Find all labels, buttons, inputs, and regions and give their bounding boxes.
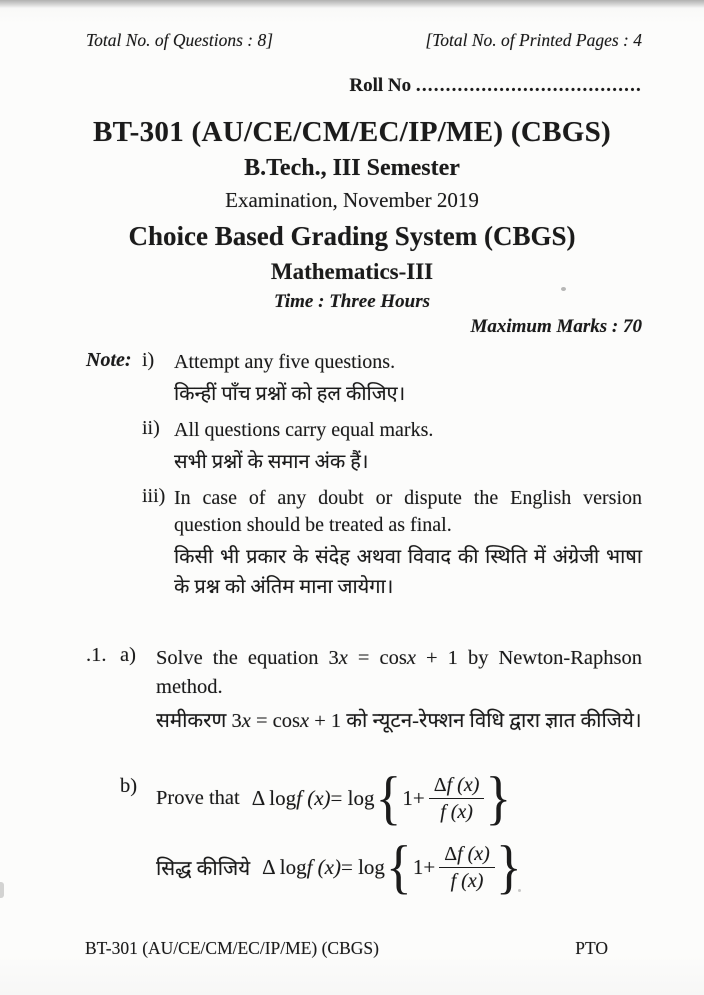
- formula-delta-log: Δ log: [251, 786, 297, 811]
- note-i-hindi: किन्हीं पाँच प्रश्नों को हल कीजिए।: [174, 383, 406, 406]
- fraction: [429, 775, 485, 822]
- question-1-number: .1.: [86, 644, 107, 667]
- variable-x: x: [338, 647, 348, 670]
- time-allowed: Time : Three Hours: [273, 290, 431, 312]
- note-ii-hindi: सभी प्रश्नों के समान अंक हैं।: [174, 451, 369, 474]
- variable-x: x: [406, 647, 416, 670]
- formula-equals-log: = log: [330, 786, 375, 811]
- scan-speck: [561, 287, 566, 291]
- question-1b-label: b): [120, 775, 138, 798]
- roll-no-label: Roll No: [349, 75, 412, 96]
- fraction-numerator: Δf (x): [429, 775, 485, 799]
- note-iii-hindi: किसी भी प्रकार के संदेह अथवा विवाद की स्थिति में अंग्रेजी भाषा के प्रश्न को अंतिम माना जायेगा।: [174, 546, 642, 599]
- variable-x: x: [300, 709, 310, 732]
- question-1a-label: a): [120, 644, 136, 667]
- note-item-ii: [86, 417, 642, 485]
- right-curly-brace: }: [495, 833, 522, 900]
- formula-one-plus: 1+: [412, 855, 436, 880]
- page-footer: [0, 938, 704, 959]
- scan-edge-artifact: [0, 0, 704, 8]
- subject-title: Mathematics-III: [270, 258, 434, 284]
- program-title: B.Tech., III Semester: [244, 154, 460, 181]
- exam-session: Examination, November 2019: [225, 188, 479, 213]
- note-i-english: Attempt any five questions.: [174, 351, 396, 374]
- note-item-iii: [86, 485, 642, 610]
- left-curly-brace: {: [375, 764, 402, 831]
- title-block: [0, 115, 704, 314]
- note-ii-english: All questions carry equal marks.: [174, 419, 434, 442]
- formula-equals-log: = log: [340, 855, 385, 880]
- roll-no-row: [0, 51, 704, 98]
- fraction-numerator: Δf (x): [439, 844, 495, 868]
- question-1a-hindi: समीकरण 3x = cosx + 1 को न्यूटन-रेफ्शन विधि द्वारा ज्ञात कीजिये।: [156, 709, 642, 732]
- fraction-denominator: f (x): [440, 801, 473, 824]
- fraction-denominator: f (x): [450, 870, 484, 893]
- variable-x: x: [241, 709, 251, 732]
- fraction: [439, 844, 495, 891]
- left-curly-brace: {: [385, 833, 412, 900]
- course-code-title: BT-301 (AU/CE/CM/EC/IP/ME) (CBGS): [93, 115, 611, 148]
- question-1b-hindi: [86, 833, 642, 900]
- right-curly-brace: }: [485, 764, 512, 831]
- delta-log-identity-formula: [262, 833, 523, 900]
- note-section: [0, 339, 704, 610]
- maximum-marks: Maximum Marks : 70: [470, 316, 642, 338]
- formula-delta-log: Δ log: [262, 855, 307, 880]
- question-1b-english-prefix: Prove that: [156, 787, 240, 810]
- note-label: Note:: [86, 349, 132, 372]
- formula-fx: f (x): [296, 786, 331, 811]
- delta-log-identity-formula: [251, 764, 513, 831]
- question-1b-hindi-prefix: सिद्ध कीजिये: [156, 857, 251, 880]
- formula-one-plus: 1+: [402, 786, 425, 811]
- pto-label: PTO: [575, 938, 608, 958]
- note-iii-english: In case of any doubt or dispute the English version question should be treated as final.: [174, 487, 642, 537]
- note-number-i: i): [142, 349, 155, 372]
- note-number-iii: iii): [142, 485, 166, 508]
- question-1-section: [0, 610, 704, 900]
- footer-course-code: BT-301 (AU/CE/CM/EC/IP/ME) (CBGS): [85, 938, 379, 958]
- question-1a-english: Solve the equation 3x = cosx + 1 by Newton-Raphson method.: [156, 647, 642, 698]
- total-pages-label: [Total No. of Printed Pages : 4: [425, 30, 642, 50]
- formula-fx: f (x): [306, 855, 341, 880]
- note-item-i: [86, 349, 642, 417]
- total-questions-label: Total No. of Questions : 8]: [86, 30, 274, 50]
- question-1a: [86, 644, 642, 745]
- scheme-title: Choice Based Grading System (CBGS): [128, 220, 576, 251]
- roll-no-blank-line: ......................................: [415, 75, 642, 96]
- note-number-ii: ii): [142, 417, 160, 440]
- question-1b: [86, 764, 642, 831]
- scan-edge-mark: [0, 882, 4, 898]
